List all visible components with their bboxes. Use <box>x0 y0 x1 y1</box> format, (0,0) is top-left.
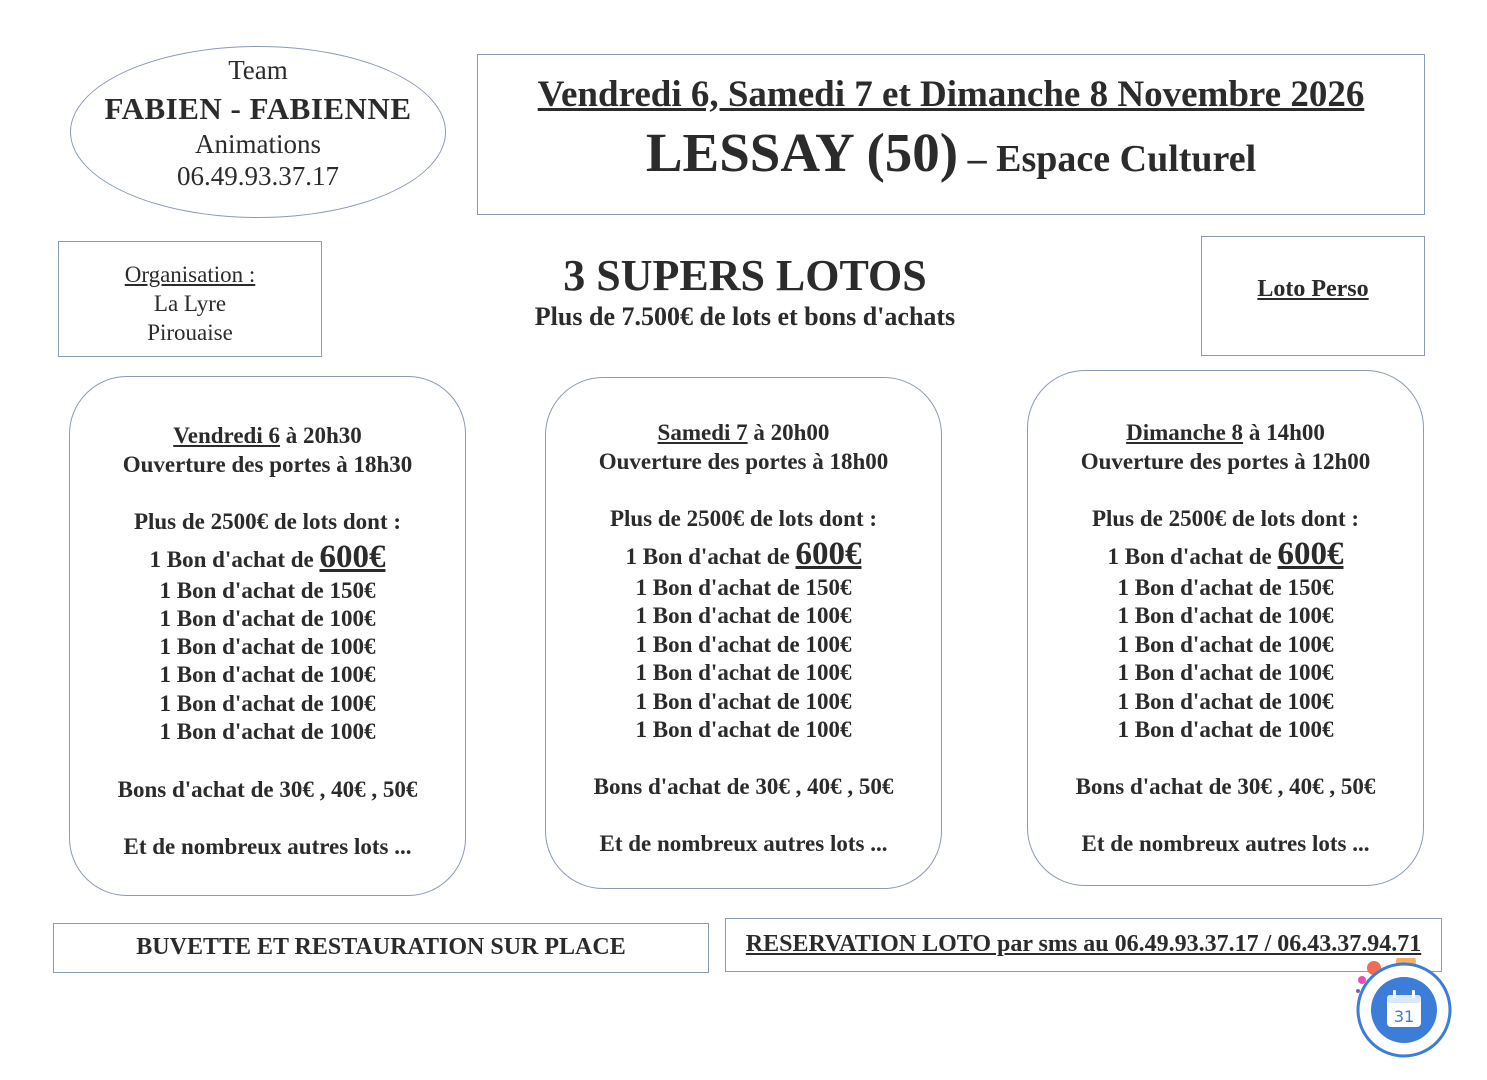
session-more: Et de nombreux autres lots ... <box>1081 831 1370 856</box>
prize-line: 1 Bon d'achat de 100€ <box>1117 603 1334 628</box>
team-oval <box>70 46 446 218</box>
session-day: Dimanche 8 <box>1126 420 1244 445</box>
refreshments-banner <box>53 923 709 973</box>
prize-line: 1 Bon d'achat de 150€ <box>159 578 376 603</box>
top-prize-amount: 600€ <box>319 539 386 575</box>
main-subtitle: Plus de 7.500€ de lots et bons d'achats <box>534 302 956 331</box>
session-day-time <box>1028 420 1423 446</box>
prize-line: 1 Bon d'achat de 100€ <box>635 632 852 657</box>
calendar-icon <box>1354 958 1454 1058</box>
refreshments-text: BUVETTE ET RESTAURATION SUR PLACE <box>136 934 626 960</box>
session-intro: Plus de 2500€ de lots dont : <box>133 509 402 534</box>
prize-line: 1 Bon d'achat de 100€ <box>1117 660 1334 685</box>
session-doors: Ouverture des portes à 12h00 <box>1080 449 1371 474</box>
session-vouchers: Bons d'achat de 30€ , 40€ , 50€ <box>117 777 418 802</box>
reservation-banner <box>725 918 1442 972</box>
top-prize-prefix: 1 Bon d'achat de <box>625 544 796 569</box>
prize-line: 1 Bon d'achat de 100€ <box>635 660 852 685</box>
team-subtitle: Animations <box>195 129 321 159</box>
session-more: Et de nombreux autres lots ... <box>599 831 888 856</box>
session-vouchers: Bons d'achat de 30€ , 40€ , 50€ <box>1075 774 1376 799</box>
session-doors: Ouverture des portes à 18h30 <box>122 452 413 477</box>
session-top-prize <box>1028 536 1423 573</box>
session-panel-sunday <box>1027 370 1424 886</box>
prize-line: 1 Bon d'achat de 100€ <box>159 691 376 716</box>
prize-line: 1 Bon d'achat de 100€ <box>159 634 376 659</box>
loto-perso-box <box>1201 236 1425 356</box>
prize-line: 1 Bon d'achat de 100€ <box>1117 689 1334 714</box>
event-dates: Vendredi 6, Samedi 7 et Dimanche 8 Novembre 2026 <box>537 74 1365 115</box>
loto-perso-label: Loto Perso <box>1257 276 1369 302</box>
event-town: LESSAY (50) <box>645 122 959 183</box>
calendar-widget-button[interactable] <box>1354 958 1454 1058</box>
top-prize-prefix: 1 Bon d'achat de <box>149 547 320 572</box>
prize-line: 1 Bon d'achat de 100€ <box>635 689 852 714</box>
team-name: FABIEN - FABIENNE <box>104 91 412 126</box>
session-day: Vendredi 6 <box>173 423 280 448</box>
session-top-prize <box>546 536 941 573</box>
organisation-line1: La Lyre <box>153 291 227 316</box>
top-prize-amount: 600€ <box>795 536 862 572</box>
session-intro: Plus de 2500€ de lots dont : <box>609 506 878 531</box>
session-intro: Plus de 2500€ de lots dont : <box>1091 506 1360 531</box>
session-panel-saturday <box>545 377 942 889</box>
session-time: à 20h00 <box>747 420 830 445</box>
session-doors: Ouverture des portes à 18h00 <box>598 449 889 474</box>
team-phone: 06.49.93.37.17 <box>177 161 339 191</box>
event-venue: – Espace Culturel <box>958 138 1257 180</box>
prize-line: 1 Bon d'achat de 100€ <box>635 717 852 742</box>
prize-line: 1 Bon d'achat de 100€ <box>159 662 376 687</box>
reservation-text: RESERVATION LOTO par sms au 06.49.93.37.17 / 06.43.37.94.71 <box>745 931 1422 957</box>
event-header <box>477 54 1425 215</box>
organisation-line2: Pirouaise <box>147 320 233 345</box>
team-label: Team <box>228 55 288 85</box>
session-time: à 20h30 <box>279 423 362 448</box>
session-day-time <box>70 423 465 449</box>
top-prize-amount: 600€ <box>1277 536 1344 572</box>
session-time: à 14h00 <box>1243 420 1325 445</box>
session-more: Et de nombreux autres lots ... <box>123 834 412 859</box>
session-panel-friday <box>69 376 466 896</box>
calendar-day: 31 <box>1393 1007 1415 1026</box>
organisation-box <box>58 241 322 357</box>
prize-line: 1 Bon d'achat de 100€ <box>1117 717 1334 742</box>
session-day-time <box>546 420 941 446</box>
session-vouchers: Bons d'achat de 30€ , 40€ , 50€ <box>593 774 894 799</box>
prize-line: 1 Bon d'achat de 150€ <box>635 575 852 600</box>
top-prize-prefix: 1 Bon d'achat de <box>1107 544 1278 569</box>
session-top-prize <box>70 539 465 576</box>
main-title: 3 SUPERS LOTOS <box>563 251 927 300</box>
prize-line: 1 Bon d'achat de 100€ <box>159 606 376 631</box>
organisation-label: Organisation : <box>124 262 256 287</box>
prize-line: 1 Bon d'achat de 100€ <box>635 603 852 628</box>
prize-line: 1 Bon d'achat de 150€ <box>1117 575 1334 600</box>
prize-line: 1 Bon d'achat de 100€ <box>1117 632 1334 657</box>
event-location <box>478 121 1424 184</box>
prize-line: 1 Bon d'achat de 100€ <box>159 719 376 744</box>
session-day: Samedi 7 <box>657 420 748 445</box>
